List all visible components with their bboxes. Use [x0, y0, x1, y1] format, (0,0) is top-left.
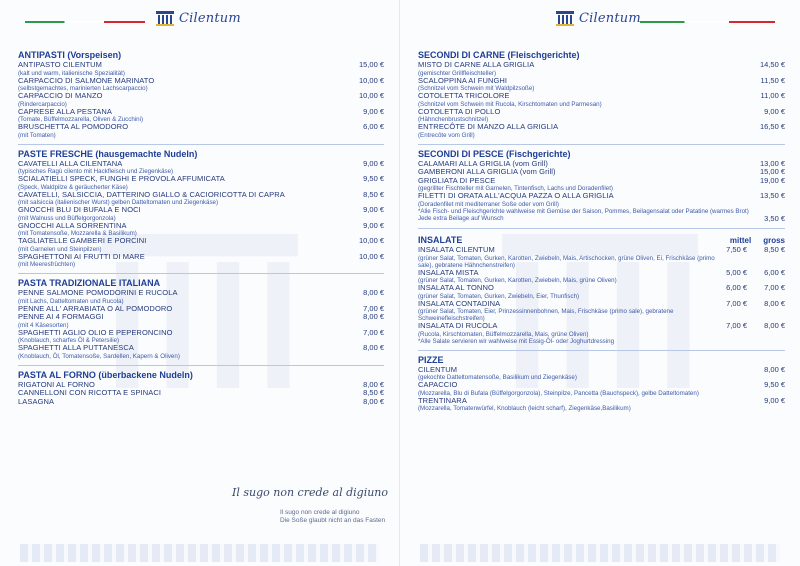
menu-item — [18, 313, 384, 329]
decorative-border — [420, 544, 780, 562]
dish-price: 7,00 € — [363, 327, 384, 337]
section-title: ANTIPASTI (Vorspeisen) — [18, 50, 122, 60]
dish-description: (mit Tomaten) — [18, 131, 56, 139]
dish-price: 11,50 € — [760, 75, 785, 85]
dish-prices — [717, 284, 785, 293]
dish-price: 8,00 € — [363, 379, 384, 389]
dish-price: 9,50 € — [363, 174, 384, 183]
price-medium: 7,50 € — [726, 245, 747, 254]
dish-price: 10,00 € — [358, 251, 384, 261]
dish-price: 11,00 € — [760, 91, 785, 100]
dish-description: (gemischter Grillfleischteller) — [418, 69, 497, 77]
dish-description: (Tomate, Büffelmozzarella, Oliven & Zucchini) — [18, 116, 144, 123]
dish-name: MISTO DI CARNE ALLA GRIGLIA — [418, 60, 535, 69]
quote — [198, 486, 388, 524]
menu-item — [418, 123, 785, 139]
menu-item-text — [418, 61, 739, 77]
section-divider — [418, 144, 785, 145]
dish-price: 8,00 € — [363, 312, 384, 321]
temple-logo-icon — [555, 9, 575, 27]
dish-name: SCIALATIELLI SPECK, FUNGHI E PROVOLA AFFUMICATA — [18, 174, 225, 183]
menu-item-text — [18, 289, 338, 305]
dish-description: (kalt und warm, italienische Spezialität) — [18, 69, 125, 77]
dish-price: 16,50 € — [759, 122, 785, 131]
menu-item-text — [18, 398, 338, 407]
dish-price: 9,00 € — [363, 205, 384, 214]
menu-item-text — [18, 175, 338, 191]
menu-item-text — [18, 108, 338, 124]
dish-name: INSALATA DI RUCOLA — [418, 321, 498, 330]
menu-item — [18, 77, 384, 93]
price-large: 6,00 € — [764, 267, 785, 277]
menu-item — [18, 160, 384, 176]
menu-item-text — [18, 344, 338, 360]
section-title: PASTA AL FORNO (überbackene Nudeln) — [18, 369, 193, 380]
menu-item-text — [418, 322, 717, 338]
dish-description: (Doradenfilet mit mediterraner Soße oder vom Grill) — [418, 200, 559, 208]
extra-side-label: Jede extra Beilage auf Wunsch — [418, 214, 504, 222]
menu-item-text — [418, 177, 739, 193]
italian-flag-stripe — [640, 21, 775, 23]
dish-price: 9,00 € — [764, 395, 785, 405]
menu-item-text — [18, 253, 338, 269]
dish-name: CALAMARI ALLA GRIGLIA (vom Grill) — [418, 158, 549, 168]
dish-price: 13,00 € — [759, 158, 785, 168]
menu-item — [418, 61, 785, 77]
dish-name: ANTIPASTO CILENTUM — [18, 60, 103, 69]
dish-prices — [717, 246, 785, 255]
temple-logo-icon — [155, 9, 175, 27]
menu-item — [18, 191, 384, 207]
dish-name: CILENTUM — [418, 364, 458, 374]
dish-description: (mit Walnuss und Büffelgorgonzola) — [18, 214, 116, 222]
price-large: 8,00 € — [764, 298, 785, 308]
price-medium: 7,00 € — [726, 298, 747, 308]
menu-item — [18, 123, 384, 139]
brand-name: Cilentum — [179, 10, 241, 26]
menu-item-text — [18, 206, 338, 222]
menu-item — [18, 253, 384, 269]
menu-item — [418, 108, 785, 124]
dish-price: 9,00 € — [363, 220, 384, 230]
menu-item — [18, 398, 384, 407]
dish-name: PENNE AI 4 FORMAGGI — [18, 312, 104, 321]
dish-price: 14,50 € — [759, 60, 785, 69]
dish-price: 8,00 € — [363, 343, 384, 352]
dish-price: 8,00 € — [363, 396, 384, 406]
dish-name: CAVATELLI, SALSICCIA, DATTERINO GIALLO & CACIORICOTTA DI CAPRA — [18, 189, 285, 199]
menu-item-text — [18, 313, 338, 329]
dish-name: TRENTINARA — [418, 395, 467, 405]
quote-italian: Il sugo non crede al digiuno — [280, 509, 360, 516]
menu-item-text — [418, 300, 717, 323]
menu-item — [18, 61, 384, 77]
dish-name: PENNE ALL' ARRABIATA O AL POMODORO — [18, 303, 173, 313]
menu-item-text — [418, 269, 717, 285]
right-menu-content — [418, 50, 785, 412]
dish-name: INSALATA CILENTUM — [418, 245, 495, 254]
menu-item — [18, 222, 384, 238]
dish-prices — [717, 322, 785, 331]
dish-price: 9,50 € — [764, 380, 785, 389]
menu-item — [418, 284, 785, 300]
dish-name: GRIGLIATA DI PESCE — [418, 175, 496, 185]
dish-price: 7,00 € — [363, 303, 384, 313]
menu-item-text — [418, 192, 739, 208]
dish-description: (Rucola, Kirschtomaten, Büffelmozzarella, Mais, grüne Oliven) — [418, 330, 589, 338]
price-medium: 6,00 € — [726, 283, 747, 292]
menu-item — [418, 366, 785, 382]
dish-name: LASAGNA — [18, 396, 55, 406]
menu-item — [18, 108, 384, 124]
dish-description: (Entrecôte vom Grill) — [418, 131, 475, 139]
menu-item-text — [418, 77, 739, 93]
price-large: 8,50 € — [764, 245, 785, 254]
dish-description: (grüner Salat, Tomaten, Gurken, Zwiebeln, Eier, Thunfisch) — [418, 292, 580, 300]
dish-description: (mit Garnelen und Steinpilzen) — [18, 245, 102, 253]
menu-item — [18, 289, 384, 305]
logo — [555, 9, 641, 27]
section-divider — [18, 144, 384, 145]
dish-name: CAPRESE ALLA PESTANA — [18, 106, 112, 116]
menu-item-text — [18, 222, 338, 238]
dish-price: 15,00 € — [759, 167, 785, 176]
col-medium: mittel — [729, 236, 752, 245]
dish-price: 19,00 € — [759, 175, 785, 185]
logo — [155, 9, 241, 27]
dish-name: CARPACCIO DI MANZO — [18, 91, 103, 100]
decorative-border — [20, 544, 379, 562]
extra-side-row — [418, 215, 785, 224]
menu-item — [418, 246, 785, 269]
menu-item — [418, 192, 785, 208]
dish-description: (mit Meeresfrüchten) — [18, 261, 76, 268]
menu-item-text — [418, 246, 717, 269]
dish-description: (mit salsiccia (italienischer Wurst) gelben Datteltomaten und Ziegenkäse) — [18, 199, 219, 206]
dish-description: (Knoblauch, Öl, Tomatensoße, Sardellen, Kapern & Oliven) — [18, 352, 180, 360]
section-divider — [418, 228, 785, 229]
dish-description: (Mozzarella, Tomatenwürfel, Knoblauch (leicht scharf), Ziegenkäse,Basilikum) — [418, 405, 631, 412]
dish-price: 10,00 € — [358, 75, 384, 85]
section-divider — [18, 273, 384, 274]
dish-name: SPAGHETTI AGLIO OLIO E PEPERONCINO — [18, 327, 173, 337]
section-title: PASTA TRADIZIONALE ITALIANA — [18, 278, 161, 288]
dish-description: (gegrillter Fischteller mit Garnelen, Tintenfisch, Lachs und Doradenfilet) — [418, 185, 613, 192]
menu-item-text — [18, 123, 338, 139]
dish-name: INSALATA AL TONNO — [418, 283, 494, 292]
dish-description: (Schnitzel vom Schwein mit Waldpilzsoße) — [418, 85, 535, 92]
dish-name: COTOLETTA TRICOLORE — [418, 91, 510, 100]
dish-description: (mit 4 Käsesorten) — [18, 321, 69, 329]
dish-name: CAVATELLI ALLA CILENTANA — [18, 158, 123, 168]
quote-german: Die Soße glaubt nicht an das Fasten — [280, 516, 386, 524]
dish-description: (Hähnchenbrustschnitzel) — [418, 116, 489, 123]
menu-item — [418, 269, 785, 285]
menu-item-text — [418, 397, 739, 413]
menu-item-text — [418, 381, 739, 397]
menu-item — [18, 206, 384, 222]
dish-price: 8,50 € — [363, 388, 384, 397]
size-columns — [730, 236, 785, 245]
price-large: 7,00 € — [764, 283, 785, 292]
menu-item-text — [418, 108, 739, 124]
footnote: *Alle Salate servieren wir wahlweise mit Essig-Öl- oder Joghurtdressing — [418, 337, 615, 345]
dish-price: 10,00 € — [358, 236, 384, 245]
menu-item-text — [18, 61, 338, 77]
extra-side-price: 3,50 € — [764, 213, 785, 223]
quote-script: Il sugo non crede al digiuno — [232, 486, 388, 499]
menu-item — [418, 177, 785, 193]
dish-price: 9,00 € — [764, 106, 785, 116]
menu-item-text — [18, 329, 338, 345]
menu-item — [18, 389, 384, 398]
dish-name: CANNELLONI CON RICOTTA E SPINACI — [18, 388, 162, 397]
dish-price: 6,00 € — [363, 122, 384, 131]
menu-item-text — [418, 123, 739, 139]
menu-page-right — [400, 0, 800, 566]
dish-name: TAGLIATELLE GAMBERI E PORCINI — [18, 236, 147, 245]
menu-item-text — [18, 237, 338, 253]
dish-description: (selbstgemachtes, marinierten Lachscarpaccio) — [18, 85, 148, 92]
menu-item-text — [18, 191, 338, 207]
dish-prices — [717, 300, 785, 309]
dish-name: SCALOPPINA AI FUNGHI — [418, 75, 508, 85]
menu-item — [18, 329, 384, 345]
price-large: 8,00 € — [764, 321, 785, 330]
dish-price: 8,00 € — [764, 364, 785, 374]
menu-item — [18, 92, 384, 108]
dish-price: 15,00 € — [358, 60, 384, 69]
section-title: PASTE FRESCHE (hausgemachte Nudeln) — [18, 148, 198, 159]
menu-item-text — [418, 284, 717, 300]
menu-item — [18, 175, 384, 191]
menu-item-text — [18, 389, 338, 398]
menu-item — [18, 237, 384, 253]
dish-price: 8,50 € — [363, 189, 384, 199]
menu-item — [418, 92, 785, 108]
dish-name: ENTRECÔTE DI MANZO ALLA GRIGLIA — [418, 122, 559, 131]
menu-item — [418, 300, 785, 323]
section-title: PIZZE — [418, 354, 444, 365]
dish-description: (Speck, Waldpilze & geräucherter Käse) — [18, 183, 128, 191]
menu-item-text — [418, 92, 739, 108]
brand-name: Cilentum — [579, 10, 641, 26]
menu-item — [418, 397, 785, 413]
col-large: gross — [763, 236, 785, 245]
left-menu-content — [18, 50, 384, 406]
footnote: *Alle Fisch- und Fleischgerichte wahlweise mit Gemüse der Saison, Pommes, Beilagensalat oder Patatine (warmes Brot) — [418, 207, 749, 215]
dish-description: (typisches Ragù cilento mit Hackfleisch und Ziegenkäse) — [18, 168, 174, 175]
section-divider — [18, 365, 384, 366]
menu-item — [418, 322, 785, 338]
dish-name: FILETTI DI ORATA ALL'ACQUA PAZZA O ALLA GRIGLIA — [418, 191, 614, 200]
dish-name: BRUSCHETTA AL POMODORO — [18, 122, 129, 131]
dish-name: GAMBERONI ALLA GRIGLIA (vom Grill) — [418, 167, 556, 176]
dish-description: (mit Lachs, Datteltomaten und Rucola) — [18, 297, 124, 305]
price-medium: 5,00 € — [726, 267, 747, 277]
menu-item-text — [18, 160, 338, 176]
dish-description: (mit Tomatensoße, Mozzarella & Basilikum) — [18, 230, 137, 237]
dish-price: 8,00 € — [363, 288, 384, 297]
menu-item — [18, 344, 384, 360]
dish-name: RIGATONI AL FORNO — [18, 379, 95, 389]
dish-name: INSALATA MISTA — [418, 267, 479, 277]
dish-price: 9,00 € — [363, 106, 384, 116]
dish-description: (grüner Salat, Tomaten, Gurken, Karotten, Zwiebeln, Mais, grüne Oliven) — [418, 277, 617, 284]
dish-prices — [717, 269, 785, 278]
dish-price: 10,00 € — [358, 91, 384, 100]
dish-name: INSALATA CONTADINA — [418, 298, 501, 308]
dish-description: (gekochte Datteltomatensoße, Basilikum und Ziegenkäse) — [418, 374, 577, 381]
section-title: SECONDI DI CARNE (Fleischgerichte) — [418, 50, 580, 60]
dish-price: 13,50 € — [759, 191, 785, 200]
section-divider — [418, 350, 785, 351]
dish-description: (Schnitzel vom Schwein mit Rucola, Kirschtomaten und Parmesan) — [418, 100, 602, 108]
dish-description: (Mozzarella, Blu di Bufala (Büffelgorgonzola), Steinpilze, Pancetta (Bauchspeck), gelbe Datteltomaten) — [418, 389, 699, 397]
dish-price: 9,00 € — [363, 158, 384, 168]
menu-item-text — [18, 92, 338, 108]
section-title: INSALATE — [418, 235, 463, 245]
italian-flag-stripe — [25, 21, 145, 23]
menu-item-text — [18, 77, 338, 93]
dish-name: GNOCCHI BLU DI BUFALA E NOCI — [18, 205, 141, 214]
dish-name: GNOCCHI ALLA SORRENTINA — [18, 220, 127, 230]
section-title: SECONDI DI PESCE (Fischgerichte) — [418, 148, 571, 159]
dish-description: (grüner Salat, Tomaten, Eier, Prinzessinnenbohnen, Mais, Frischkäse (primo sale), gebratene Schweinefleischstreifen) — [418, 308, 674, 322]
dish-description: (Knoblauch, scharfes Öl & Petersilie) — [18, 337, 120, 344]
dish-name: CARPACCIO DI SALMONE MARINATO — [18, 75, 155, 85]
dish-description: (Rindercarpaccio) — [18, 100, 67, 108]
dish-name: PENNE SALMONE POMODORINI E RUCOLA — [18, 288, 178, 297]
menu-item — [418, 77, 785, 93]
dish-name: COTOLETTA DI POLLO — [418, 106, 501, 116]
menu-item-text — [418, 366, 739, 382]
dish-name: SPAGHETTI ALLA PUTTANESCA — [18, 343, 135, 352]
dish-name: SPAGHETTONI AI FRUTTI DI MARE — [18, 251, 145, 261]
dish-description: (grüner Salat, Tomaten, Gurken, Karotten, Zwiebeln, Mais, Artischocken, grüne Oliven, Ei, Frischkäse (primo sale), gebratene Hähnchenstreifen) — [418, 254, 715, 269]
price-medium: 7,00 € — [726, 321, 747, 330]
dish-name: CAPACCIO — [418, 380, 458, 389]
menu-item — [418, 381, 785, 397]
